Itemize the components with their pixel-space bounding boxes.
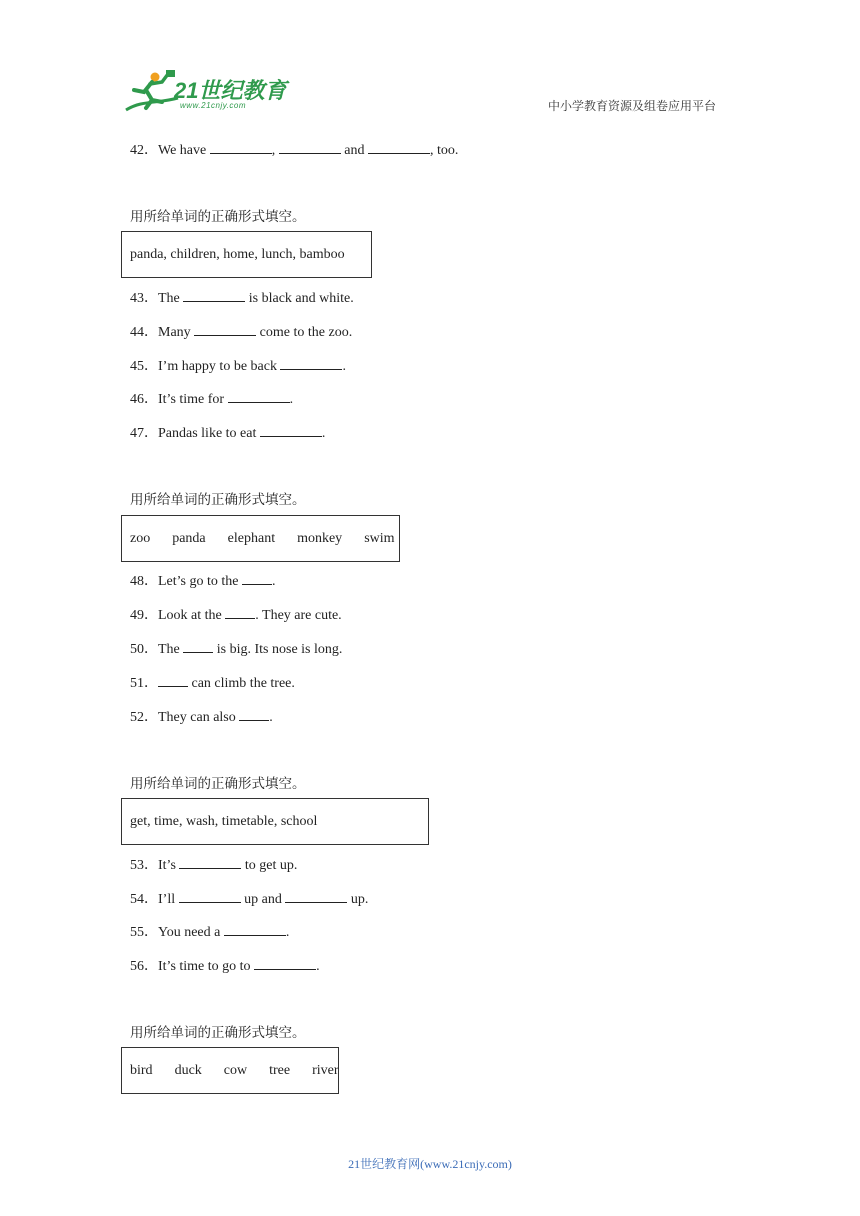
question-53: 53．It’s to get up. (130, 858, 298, 873)
word-bank-item: zoo (130, 530, 151, 546)
word-bank-item: swim (364, 530, 395, 546)
instruction: 用所给单词的正确形式填空。 (130, 1025, 306, 1041)
answer-blank[interactable] (225, 606, 255, 619)
answer-blank[interactable] (179, 856, 241, 869)
word-bank-box (121, 515, 400, 562)
answer-blank[interactable] (183, 640, 213, 653)
answer-blank[interactable] (280, 357, 342, 370)
answer-blank[interactable] (279, 141, 341, 154)
word-bank-box (121, 1047, 339, 1094)
answer-blank[interactable] (158, 674, 188, 687)
answer-blank[interactable] (179, 890, 241, 903)
answer-blank[interactable] (260, 424, 322, 437)
question-49: 49．Look at the . They are cute. (130, 608, 342, 623)
logo-text: 21世纪教育 (174, 78, 287, 103)
answer-blank[interactable] (210, 141, 272, 154)
question-52: 52．They can also . (130, 710, 273, 725)
site-logo (122, 70, 292, 116)
logo-url: www.21cnjy.com (180, 101, 246, 110)
question-54: 54．I’ll up and up. (130, 892, 369, 907)
question-45: 45．I’m happy to be back . (130, 359, 346, 374)
word-bank-text: get, time, wash, timetable, school (130, 813, 318, 829)
footer-link[interactable]: 21世纪教育网(www.21cnjy.com) (348, 1157, 512, 1171)
word-bank-text: panda, children, home, lunch, bamboo (130, 246, 345, 262)
question-51: 51． can climb the tree. (130, 676, 295, 691)
word-bank-item: monkey (297, 530, 343, 546)
word-bank-item: cow (223, 1062, 248, 1078)
question-55: 55．You need a . (130, 925, 290, 940)
word-bank-item: river (312, 1062, 339, 1078)
instruction: 用所给单词的正确形式填空。 (130, 492, 306, 508)
question-number: 42． (130, 143, 158, 158)
answer-blank[interactable] (242, 572, 272, 585)
word-bank-item: tree (269, 1062, 291, 1078)
question-44: 44．Many come to the zoo. (130, 325, 353, 340)
answer-blank[interactable] (254, 957, 316, 970)
question-46: 46．It’s time for . (130, 392, 294, 407)
question-50: 50．The is big. Its nose is long. (130, 642, 343, 657)
word-bank-item: elephant (227, 530, 276, 546)
instruction: 用所给单词的正确形式填空。 (130, 209, 306, 225)
question-47: 47．Pandas like to eat . (130, 426, 326, 441)
runner-logo-icon (122, 70, 182, 114)
word-bank-box (121, 231, 372, 278)
question-42: 42．We have , and , too. (130, 143, 459, 158)
word-bank-box (121, 798, 429, 845)
answer-blank[interactable] (183, 289, 245, 302)
answer-blank[interactable] (224, 923, 286, 936)
question-48: 48．Let’s go to the . (130, 574, 276, 589)
word-bank-item: bird (130, 1062, 153, 1078)
platform-title: 中小学教育资源及组卷应用平台 (548, 99, 717, 113)
word-bank-item: panda (172, 530, 206, 546)
answer-blank[interactable] (228, 390, 290, 403)
answer-blank[interactable] (194, 323, 256, 336)
instruction: 用所给单词的正确形式填空。 (130, 776, 306, 792)
question-43: 43．The is black and white. (130, 291, 354, 306)
answer-blank[interactable] (368, 141, 430, 154)
question-56: 56．It’s time to go to . (130, 959, 320, 974)
answer-blank[interactable] (239, 708, 269, 721)
word-bank-item: duck (174, 1062, 202, 1078)
answer-blank[interactable] (285, 890, 347, 903)
